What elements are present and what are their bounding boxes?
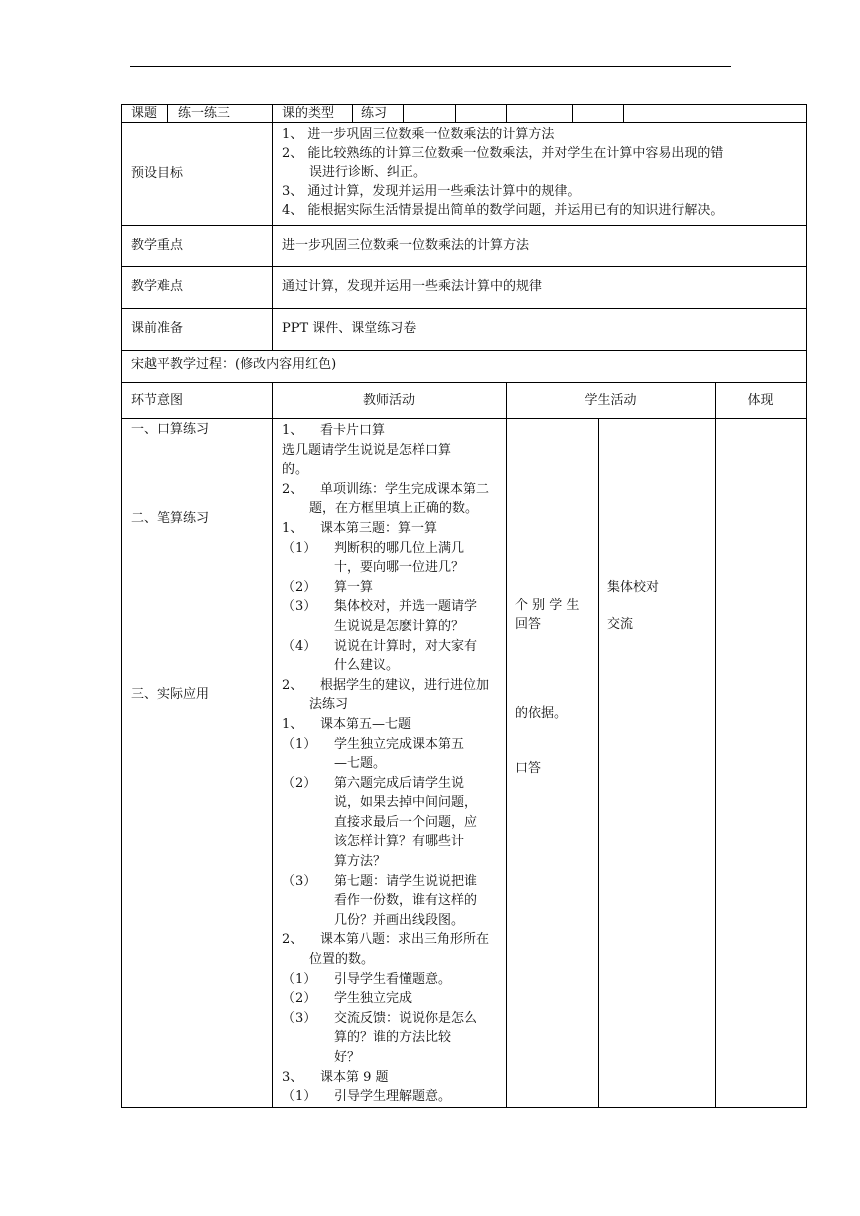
row-line [122, 350, 806, 351]
goals-list [282, 125, 723, 220]
col-line [598, 418, 599, 1108]
item-number: （3） [282, 873, 317, 889]
item-text: 集体校对，并选一题请学 [334, 599, 478, 615]
teacher-activity-line [282, 597, 489, 617]
item-text: 算方法？ [334, 854, 387, 870]
col-line [352, 105, 353, 122]
item-text: 几份？并画出线段图。 [334, 912, 465, 928]
teacher-activity-line [282, 499, 489, 519]
item-text: 第六题完成后请学生说 [334, 775, 465, 791]
teacher-activity-line [282, 441, 489, 461]
header-rule [130, 66, 731, 67]
lesson-label: 课题 [131, 106, 158, 121]
row-line [122, 308, 806, 309]
item-text: 课本第八题：求出三角形所在 [320, 932, 490, 948]
item-number: （2） [282, 579, 317, 595]
row-line [122, 418, 806, 419]
teacher-activity-line [282, 950, 489, 970]
teacher-activity-line [282, 872, 489, 892]
goals-label: 预设目标 [131, 166, 184, 181]
col-line [506, 382, 507, 1108]
goal-line: 误进行诊断、纠正。 [309, 165, 427, 180]
teacher-activity-line [282, 1087, 489, 1107]
lesson-value: 练一练三 [178, 106, 231, 121]
item-text: 课本第五—七题 [320, 716, 412, 732]
row-line [122, 266, 806, 267]
goal-line: 1、 进一步巩固三位数乘一位数乘法的计算方法 [282, 127, 555, 142]
item-text: 该怎样计算？有哪些计 [334, 834, 465, 850]
teacher-activity-line [282, 637, 489, 657]
item-text: 课本第三题：算一算 [320, 520, 438, 536]
col-line [272, 382, 273, 1108]
teacher-activity-line [282, 460, 489, 480]
item-number: （1） [282, 1089, 317, 1105]
item-text: 位置的数。 [309, 952, 375, 968]
column-teacher: 教师活动 [362, 393, 415, 408]
item-text: 看卡片口算 [320, 423, 386, 438]
col-line [272, 105, 273, 350]
teacher-activity-line [282, 735, 489, 755]
item-text: 引导学生理解题意。 [334, 1089, 452, 1105]
item-number: 1、 [282, 520, 304, 536]
item-number: （2） [282, 991, 317, 1007]
item-number: 3、 [282, 1069, 304, 1085]
item-number: 2、 [282, 481, 304, 497]
item-number: 1、 [282, 716, 304, 732]
item-text: 单项训练：学生完成课本第二 [320, 481, 490, 497]
teacher-activity-line [282, 1028, 489, 1048]
student-activity-line: 口答 [515, 761, 542, 776]
teacher-activity-line [282, 813, 489, 833]
stage-written: 二、笔算练习 [131, 511, 210, 526]
item-number: 2、 [282, 677, 304, 693]
teacher-activity-line [282, 578, 489, 598]
item-number: （2） [282, 775, 317, 791]
row-line [122, 225, 806, 226]
column-stage: 环节意图 [131, 393, 184, 408]
item-number: （1） [282, 540, 317, 556]
item-number: （3） [282, 599, 317, 615]
teacher-activity-line [282, 774, 489, 794]
teacher-activity-line [282, 891, 489, 911]
item-text: 第七题：请学生说说把谁 [334, 873, 478, 889]
student-activity-line: 的依据。 [515, 706, 568, 721]
item-number: （4） [282, 638, 317, 654]
teacher-activity-line [282, 930, 489, 950]
type-label: 课的类型 [282, 106, 335, 121]
teacher-activity-line [282, 519, 489, 539]
item-text: 看作一份数，谁有这样的 [334, 893, 478, 909]
key-point-value: 进一步巩固三位数乘一位数乘法的计算方法 [282, 238, 530, 253]
column-student: 学生活动 [584, 393, 637, 408]
item-text: —七题。 [334, 756, 387, 772]
teacher-activity-line [282, 695, 489, 715]
student-activity-line: 交流 [607, 617, 634, 632]
item-text: 法练习 [309, 697, 349, 713]
teacher-activity-line [282, 852, 489, 872]
student-activity-line: 集体校对 [607, 580, 660, 595]
teacher-activity-line [282, 832, 489, 852]
item-text: 说，如果去掉中间问题， [334, 795, 478, 811]
item-text: 学生独立完成 [334, 991, 413, 1007]
process-title: 宋越平教学过程：(修改内容用红色) [131, 357, 337, 372]
teacher-activity-line [282, 970, 489, 990]
item-text: 的。 [282, 462, 309, 478]
col-line [623, 105, 624, 122]
item-number: （1） [282, 971, 317, 987]
goal-line: 3、 通过计算，发现并运用一些乘法计算中的规律。 [282, 184, 581, 199]
item-text: 课本第 9 题 [320, 1069, 389, 1085]
teacher-activity-line [282, 989, 489, 1009]
student-activity-line: 个 别 学 生 [515, 598, 580, 613]
item-text: 判断积的哪几位上满几 [334, 540, 465, 556]
item-number: （3） [282, 1010, 317, 1026]
teacher-activity-line [282, 715, 489, 735]
item-text: 生说说是怎麽计算的？ [334, 618, 465, 634]
teacher-activity-line [282, 1048, 489, 1068]
student-activity-line: 回答 [515, 617, 542, 632]
col-line [572, 105, 573, 122]
teacher-activity-line [282, 480, 489, 500]
key-point-label: 教学重点 [131, 238, 184, 253]
stage-oral: 一、口算练习 [131, 422, 210, 437]
item-text: 好？ [334, 1050, 361, 1065]
teacher-activity-line [282, 1009, 489, 1029]
lesson-plan-table [121, 104, 807, 1108]
item-text: 题，在方框里填上正确的数。 [309, 501, 479, 517]
item-text: 什么建议。 [334, 658, 400, 674]
teacher-activity-line [282, 421, 489, 441]
teacher-activity-line [282, 911, 489, 931]
item-text: 十，要向哪一位进几？ [334, 560, 465, 576]
teacher-activity-line [282, 656, 489, 676]
goal-line: 4、 能根据实际生活情景提出简单的数学问题，并运用已有的知识进行解决。 [282, 203, 724, 218]
row-line [122, 382, 806, 383]
item-text: 算一算 [334, 579, 374, 595]
item-text: 说说在计算时，对大家有 [334, 638, 478, 654]
col-line [455, 105, 456, 122]
teacher-activity-line [282, 754, 489, 774]
teacher-activity-line [282, 539, 489, 559]
difficulty-label: 教学难点 [131, 279, 184, 294]
preparation-value: PPT 课件、课堂练习卷 [282, 321, 417, 336]
item-text: 引导学生看懂题意。 [334, 971, 452, 987]
item-number: （1） [282, 736, 317, 752]
item-number: 2、 [282, 932, 304, 948]
col-line [506, 105, 507, 122]
type-value: 练习 [361, 106, 388, 121]
teacher-activity-list [282, 421, 489, 1107]
item-text: 选几题请学生说说是怎样口算 [282, 442, 452, 458]
item-number: 1、 [282, 423, 304, 438]
preparation-label: 课前准备 [131, 321, 184, 336]
col-line [715, 382, 716, 1108]
teacher-activity-line [282, 793, 489, 813]
item-text: 根据学生的建议，进行进位加 [320, 677, 490, 693]
column-reflect: 体现 [747, 393, 774, 408]
difficulty-value: 通过计算，发现并运用一些乘法计算中的规律 [282, 279, 543, 294]
col-line [403, 105, 404, 122]
item-text: 学生独立完成课本第五 [334, 736, 465, 752]
stage-application: 三、实际应用 [131, 687, 210, 702]
teacher-activity-line [282, 617, 489, 637]
col-line [167, 105, 168, 122]
goal-line: 2、 能比较熟练的计算三位数乘一位数乘法，并对学生在计算中容易出现的错 [282, 146, 724, 161]
item-text: 交流反馈：说说你是怎么 [334, 1010, 478, 1026]
item-text: 算的？谁的方法比较 [334, 1030, 452, 1046]
teacher-activity-line [282, 676, 489, 696]
teacher-activity-line [282, 1068, 489, 1088]
teacher-activity-line [282, 558, 489, 578]
item-text: 直接求最后一个问题，应 [334, 814, 478, 830]
